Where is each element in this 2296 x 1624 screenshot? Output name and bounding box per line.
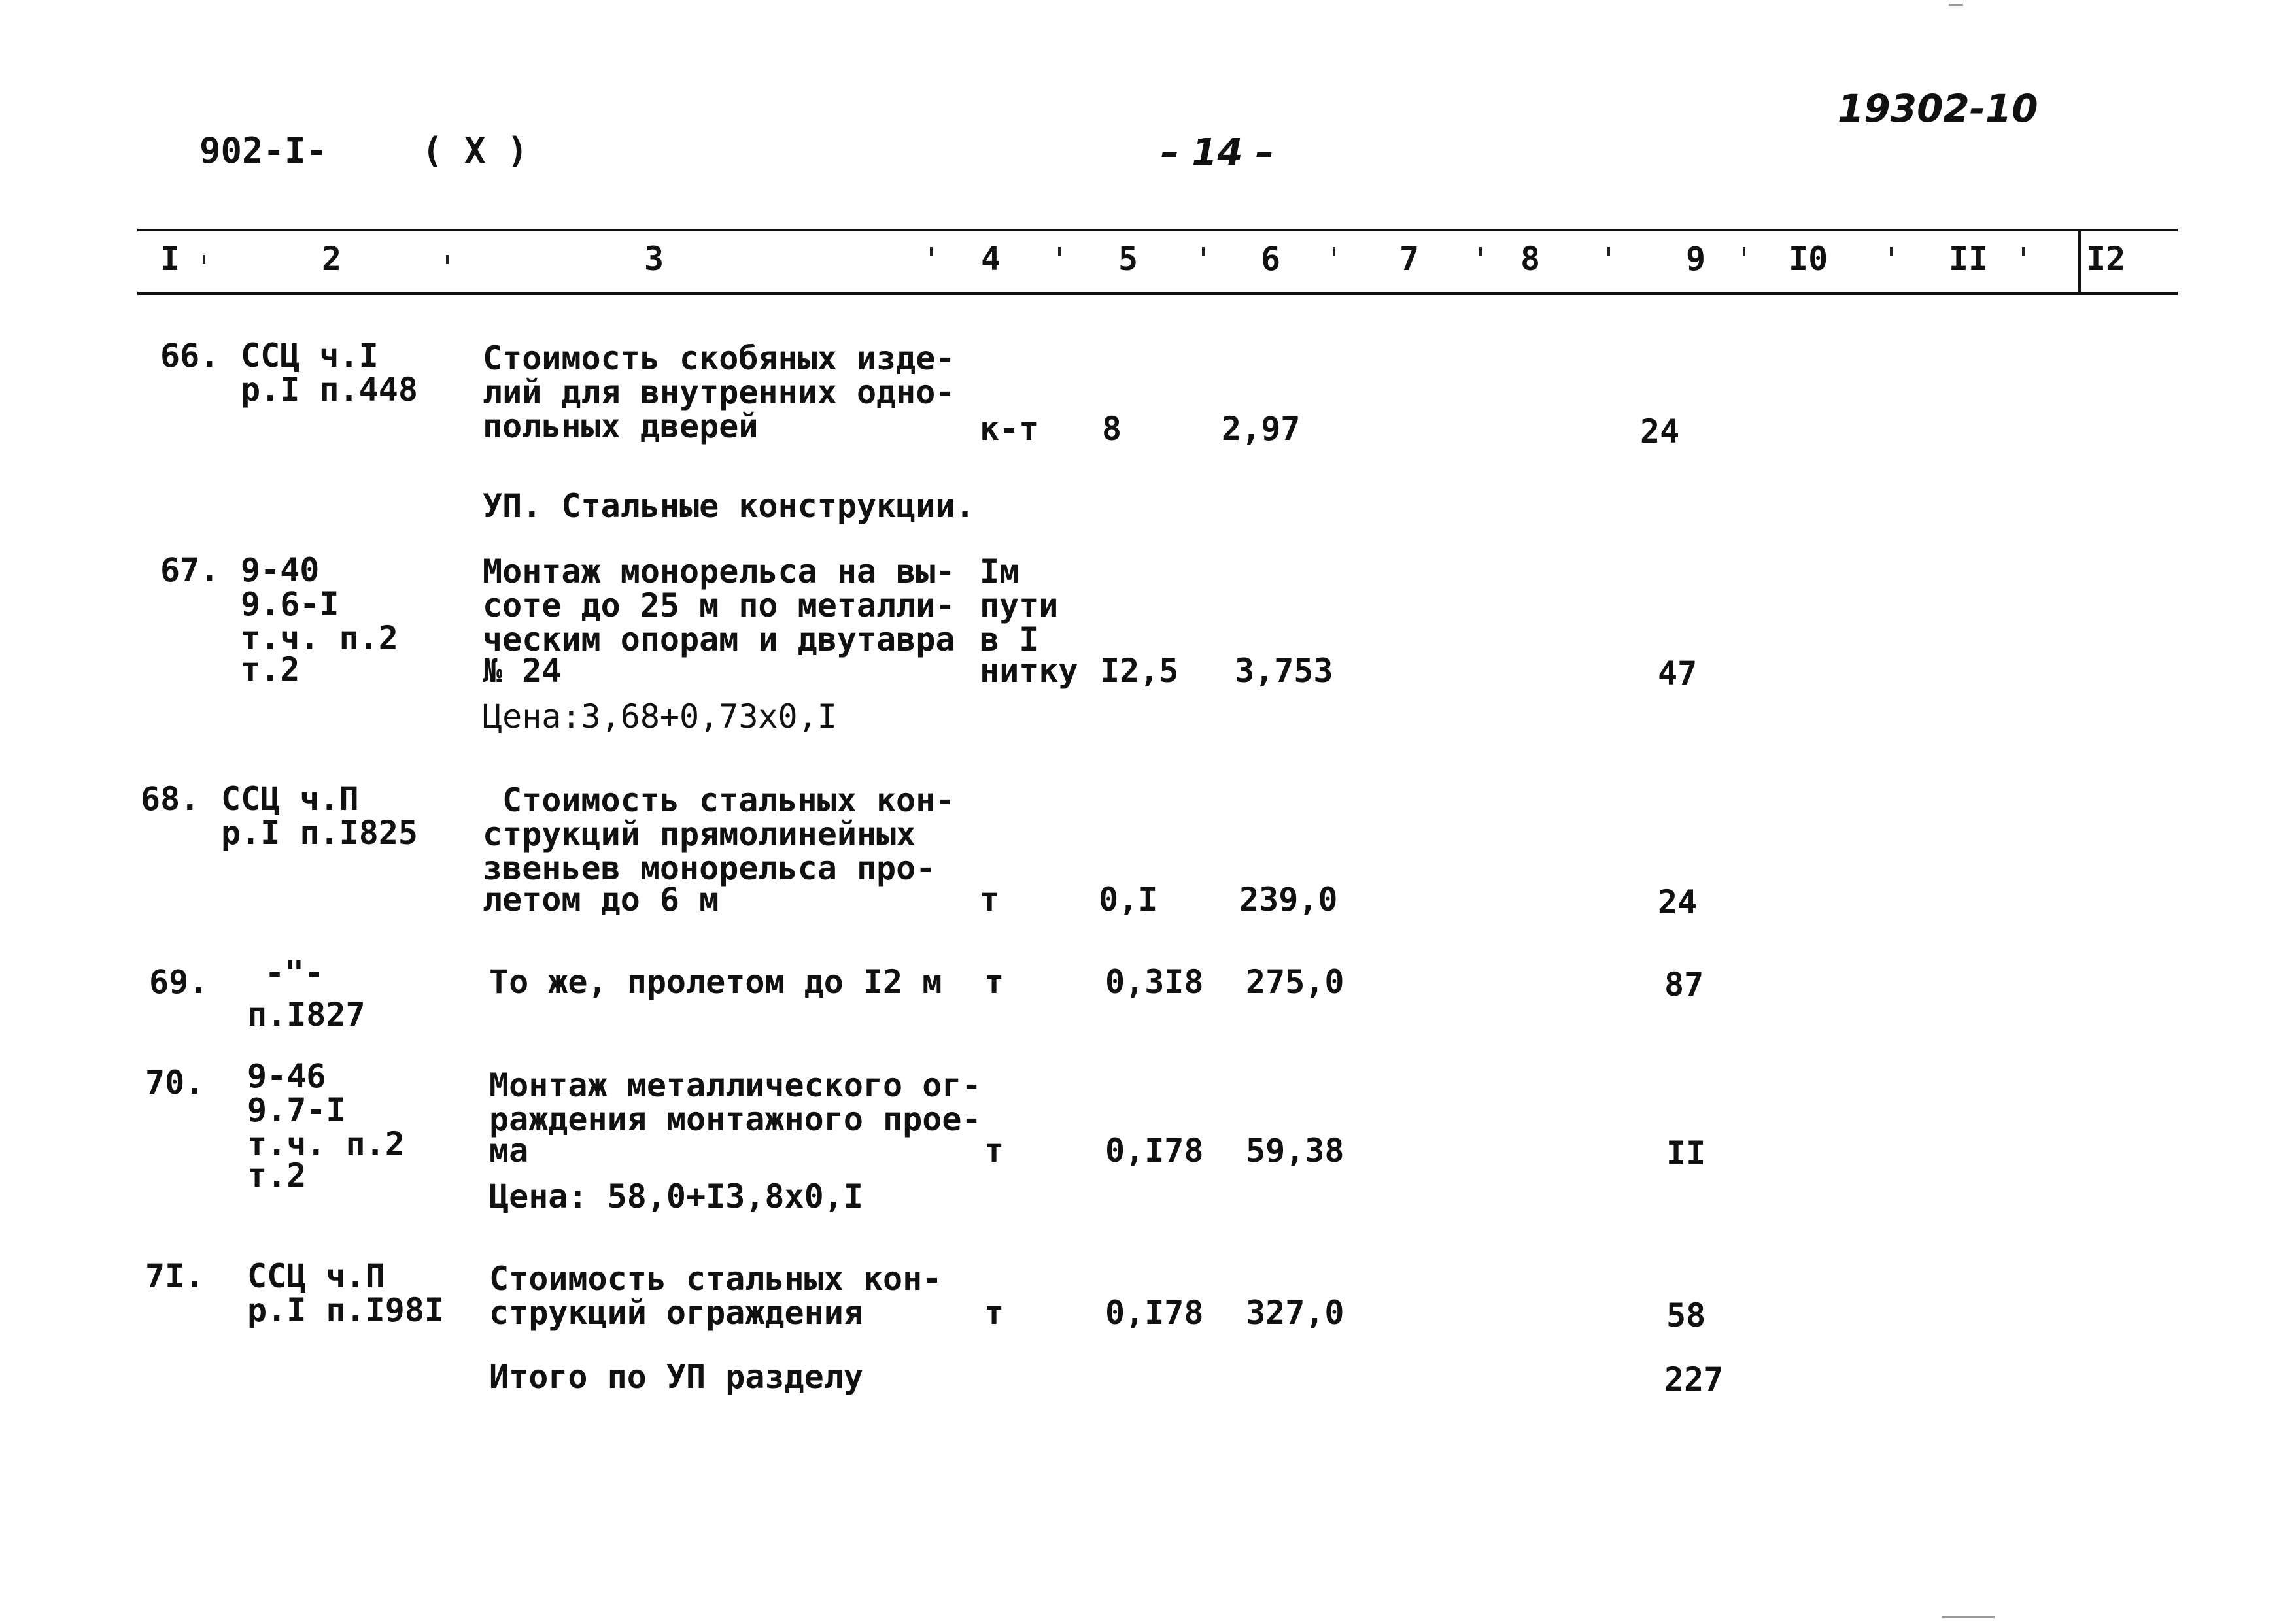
column-header-7: 7 — [1399, 240, 1420, 278]
row-total: 47 — [1658, 654, 1698, 692]
column-header-10: I0 — [1789, 240, 1828, 278]
row-number: 67. — [160, 551, 220, 589]
column-separator — [1333, 247, 1335, 256]
summary-label: Итого по УП разделу — [489, 1358, 863, 1396]
column-separator — [1202, 247, 1205, 256]
row-description-line: струкций прямолинейных — [483, 815, 916, 853]
summary-total: 227 — [1664, 1361, 1724, 1398]
row-total: II — [1666, 1134, 1706, 1172]
row-description-line: Стоимость скобяных изде- — [483, 339, 955, 377]
page-number: – 14 – — [1161, 131, 1274, 174]
row-total: 24 — [1640, 413, 1680, 450]
row-description-line: То же, пролетом до I2 м — [489, 963, 942, 1001]
row-code-line: р.I п.I98I — [247, 1291, 445, 1329]
row-code-line: р.I п.448 — [241, 371, 418, 409]
row-code-line: 9-40 — [241, 551, 320, 589]
row-code-line: т.2 — [241, 651, 300, 688]
row-code-line: ССЦ ч.П — [247, 1257, 385, 1295]
column-separator — [1607, 247, 1610, 256]
row-quantity: I2,5 — [1100, 652, 1179, 690]
row-code-line: 9-46 — [247, 1057, 326, 1095]
document-variant: ( X ) — [422, 130, 528, 171]
row-description-line: струкций ограждения — [489, 1294, 863, 1332]
row-unit-line: в I — [980, 620, 1039, 658]
row-total: 87 — [1664, 966, 1704, 1004]
column-separator — [2022, 247, 2025, 256]
row-total: 58 — [1666, 1296, 1706, 1334]
column-header-8: 8 — [1520, 240, 1541, 278]
column-separator — [930, 247, 933, 256]
row-quantity: 0,I78 — [1105, 1132, 1204, 1170]
row-unit-line: т — [984, 1294, 1004, 1332]
row-unit-line: т — [980, 881, 1000, 919]
column-header-9: 9 — [1686, 240, 1706, 278]
row-code-line: т.ч. п.2 — [247, 1125, 405, 1163]
row-unit-price: 239,0 — [1239, 881, 1338, 919]
column-header-3: 3 — [644, 240, 664, 278]
row-code-line: -"- — [265, 954, 324, 992]
row-price-note: Цена: 58,0+I3,8х0,I — [489, 1177, 863, 1215]
row-quantity: 0,I78 — [1105, 1294, 1204, 1332]
row-code-line: 9.7-I — [247, 1091, 346, 1129]
row-code-line: ССЦ ч.I — [241, 337, 379, 375]
row-number: 69. — [149, 963, 209, 1001]
row-description-line: соте до 25 м по металли- — [483, 586, 955, 624]
column-separator — [1890, 247, 1893, 256]
row-total: 24 — [1658, 883, 1698, 921]
row-unit-line: т — [984, 963, 1004, 1001]
row-quantity: 8 — [1102, 410, 1122, 448]
column-separator — [446, 255, 449, 264]
column-separator — [1479, 247, 1482, 256]
column-header-2: 2 — [322, 240, 342, 278]
row-description-line: Монтаж монорельса на вы- — [483, 552, 955, 590]
scan-mark — [1942, 1616, 1995, 1618]
row-code-line: 9.6-I — [241, 585, 339, 623]
row-description-line: ческим опорам и двутавра — [483, 620, 955, 658]
row-unit-price: 59,38 — [1246, 1132, 1345, 1170]
row-number: 70. — [145, 1064, 205, 1102]
column-header-11: II — [1949, 240, 1989, 278]
column-header-6: 6 — [1261, 240, 1281, 278]
row-description-line: Монтаж металлического ог- — [489, 1066, 982, 1104]
row-description-line: польных дверей — [483, 407, 759, 445]
row-unit-line: нитку — [980, 652, 1078, 690]
row-quantity: 0,3I8 — [1105, 963, 1204, 1001]
row-unit-price: 275,0 — [1246, 963, 1345, 1001]
scan-mark — [1949, 4, 1963, 6]
column-header-12: I2 — [2086, 240, 2126, 278]
row-unit-line: пути — [980, 586, 1059, 624]
row-unit-line: т — [984, 1132, 1004, 1170]
column-separator — [203, 255, 205, 264]
column-12-divider — [2078, 230, 2081, 293]
row-unit-line: Iм — [980, 552, 1019, 590]
column-separator — [1058, 247, 1061, 256]
row-description-line: звеньев монорельса про- — [483, 849, 936, 887]
column-separator — [1743, 247, 1745, 256]
row-description-line: Стоимость стальных кон- — [489, 1260, 942, 1298]
column-header-5: 5 — [1118, 240, 1139, 278]
row-code-line: т.2 — [247, 1157, 307, 1194]
row-unit-price: 327,0 — [1246, 1294, 1345, 1332]
row-description-line: № 24 — [483, 652, 562, 690]
row-quantity: 0,I — [1099, 881, 1158, 919]
row-number: 66. — [160, 337, 220, 375]
document-series: 902-I- — [199, 130, 328, 171]
row-number: 68. — [141, 780, 200, 818]
row-unit-price: 3,753 — [1235, 652, 1333, 690]
row-description-line: лий для внутренних одно- — [483, 373, 955, 411]
row-description-line: Стоимость стальных кон- — [502, 781, 955, 819]
table-top-rule — [137, 229, 2178, 231]
row-description-line: раждения монтажного прое- — [489, 1100, 982, 1138]
document-stamp: 19302-10 — [1838, 86, 2038, 131]
row-price-note: Цена:3,68+0,73х0,I — [483, 698, 837, 736]
row-code-line: р.I п.I825 — [221, 814, 419, 852]
row-code-line: ССЦ ч.П — [221, 780, 359, 818]
row-code-line: п.I827 — [247, 996, 366, 1034]
row-unit-line: к-т — [980, 410, 1039, 448]
row-unit-price: 2,97 — [1222, 410, 1301, 448]
table-header-bottom-rule — [137, 292, 2178, 295]
row-code-line: т.ч. п.2 — [241, 619, 398, 657]
column-header-1: I — [160, 240, 180, 278]
column-header-4: 4 — [981, 240, 1001, 278]
section-title: УП. Стальные конструкции. — [483, 487, 975, 525]
row-number: 7I. — [145, 1257, 205, 1295]
row-description-line: ма — [489, 1132, 529, 1170]
row-description-line: летом до 6 м — [483, 881, 719, 919]
